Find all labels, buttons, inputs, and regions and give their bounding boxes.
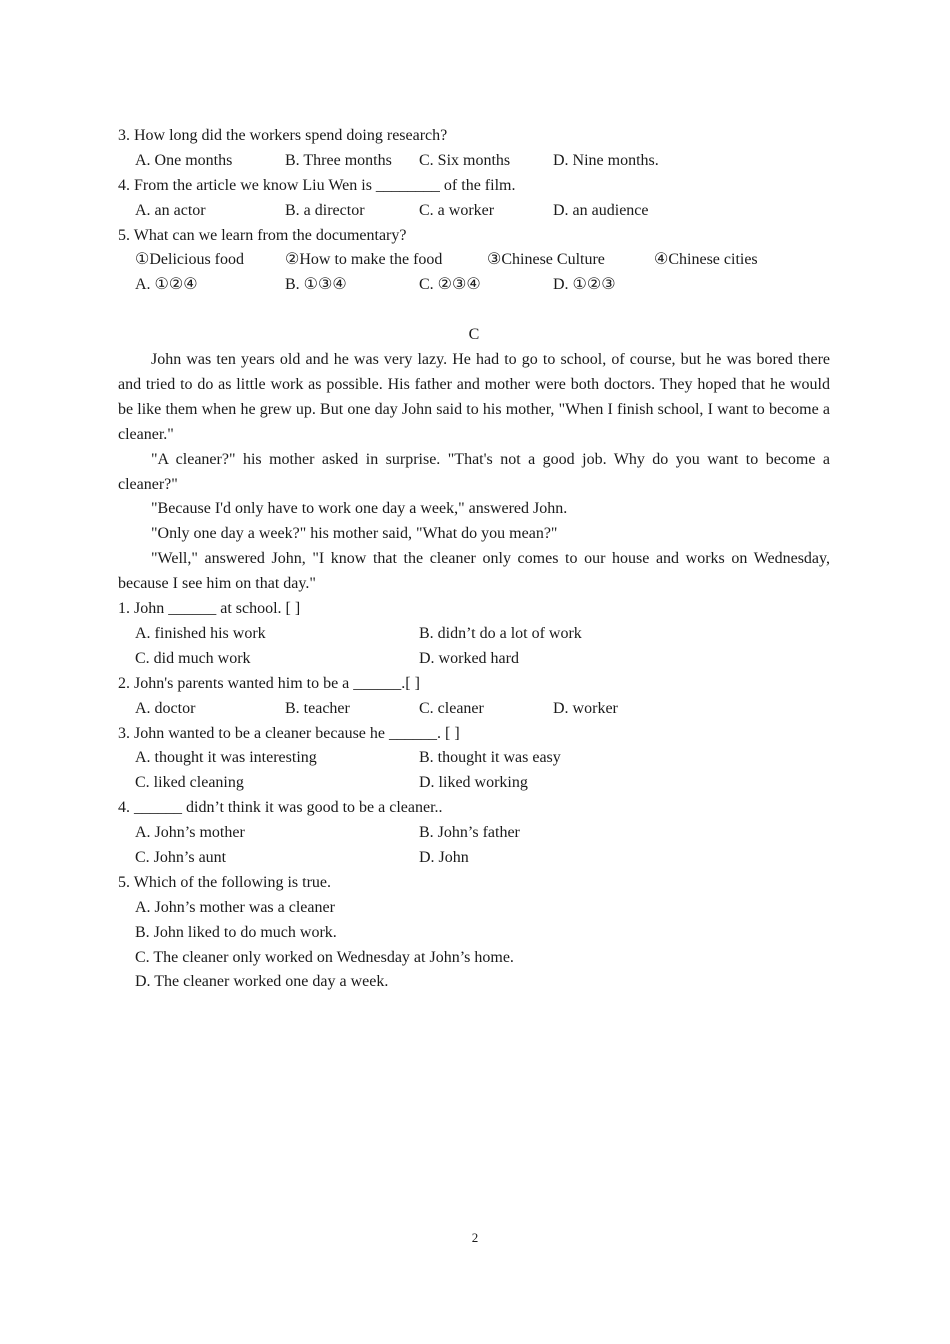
options-row: [118, 697, 830, 722]
option-b: B. didn’t do a lot of work: [419, 624, 582, 642]
passage-paragraph: "A cleaner?" his mother asked in surprise. "That's not a good job. Why do you want to become a cleaner?": [118, 450, 830, 493]
passage-paragraph: John was ten years old and he was very lazy. He had to go to school, of course, but he was bored there and tried to do as little work as possible. His father and mother were both doctors. They hoped that he would be like them when he grew up. But one day John said to his mother, "When I finish school, I want to become a cleaner.": [118, 351, 830, 443]
option-a: A. doctor: [135, 699, 196, 717]
choices-row: [118, 248, 830, 273]
options-row: [118, 746, 830, 771]
option-b: B. teacher: [285, 699, 350, 717]
option-b: B. John liked to do much work.: [135, 923, 337, 941]
options-row: [118, 821, 830, 846]
options-row: [118, 149, 830, 174]
question-stem: 5. Which of the following is true.: [118, 873, 331, 891]
option-c: C. John’s aunt: [135, 848, 227, 866]
question-stem: 5. What can we learn from the documentary?: [118, 226, 407, 244]
choice-2: ②How to make the food: [285, 251, 443, 269]
option-c: C. ②③④: [419, 276, 481, 294]
options-row: [118, 647, 830, 672]
option-d: D. John: [419, 848, 469, 866]
options-row: [118, 846, 830, 871]
choice-1: ①Delicious food: [135, 251, 244, 269]
option-d: D. ①②③: [553, 276, 616, 294]
passage-paragraph: "Only one day a week?" his mother said, "What do you mean?": [151, 525, 558, 543]
option-b: B. John’s father: [419, 824, 520, 842]
options-row: [118, 199, 830, 224]
option-d: D. worked hard: [419, 649, 519, 667]
option-b: B. Three months: [285, 151, 392, 169]
option-d: D. worker: [553, 699, 618, 717]
page-number: 2: [471, 1230, 479, 1245]
options-row: [118, 273, 830, 298]
passage-paragraph: "Well," answered John, "I know that the cleaner only comes to our house and works on Wednesday, because I see him on that day.": [118, 550, 830, 593]
question-stem: 3. How long did the workers spend doing research?: [118, 127, 448, 144]
option-a: A. finished his work: [135, 624, 266, 642]
options-row: [118, 622, 830, 647]
option-b: B. thought it was easy: [419, 749, 561, 767]
option-c: C. did much work: [135, 649, 251, 667]
options-row: [118, 771, 830, 796]
section-heading: C: [468, 326, 480, 344]
option-c: C. a worker: [419, 201, 495, 219]
choice-3: ③Chinese Culture: [487, 251, 605, 269]
option-c: C. The cleaner only worked on Wednesday at John’s home.: [135, 948, 514, 966]
page-content: [118, 124, 830, 995]
option-a: A. John’s mother was a cleaner: [135, 898, 335, 916]
option-b: B. ①③④: [285, 276, 347, 294]
option-a: A. thought it was interesting: [135, 749, 317, 767]
spacer: [118, 298, 830, 323]
option-a: A. ①②④: [135, 276, 198, 294]
question-stem: 4. From the article we know Liu Wen is ________ of the film.: [118, 176, 516, 194]
option-d: D. The cleaner worked one day a week.: [135, 973, 389, 991]
option-c: C. Six months: [419, 151, 511, 169]
question-stem: 1. John ______ at school. [ ]: [118, 600, 301, 618]
choice-4: ④Chinese cities: [654, 251, 758, 269]
option-a: A. One months: [135, 151, 233, 169]
passage-paragraph: "Because I'd only have to work one day a week," answered John.: [151, 500, 568, 518]
question-stem: 4. ______ didn’t think it was good to be a cleaner..: [118, 799, 443, 817]
option-d: D. liked working: [419, 774, 528, 792]
question-stem: 2. John's parents wanted him to be a ______.[ ]: [118, 674, 420, 692]
option-a: A. John’s mother: [135, 824, 245, 842]
option-d: D. Nine months.: [553, 151, 659, 169]
option-c: C. cleaner: [419, 699, 484, 717]
question-stem: 3. John wanted to be a cleaner because he ______. [ ]: [118, 724, 460, 742]
option-d: D. an audience: [553, 201, 649, 219]
option-b: B. a director: [285, 201, 365, 219]
option-a: A. an actor: [135, 201, 206, 219]
option-c: C. liked cleaning: [135, 774, 244, 792]
